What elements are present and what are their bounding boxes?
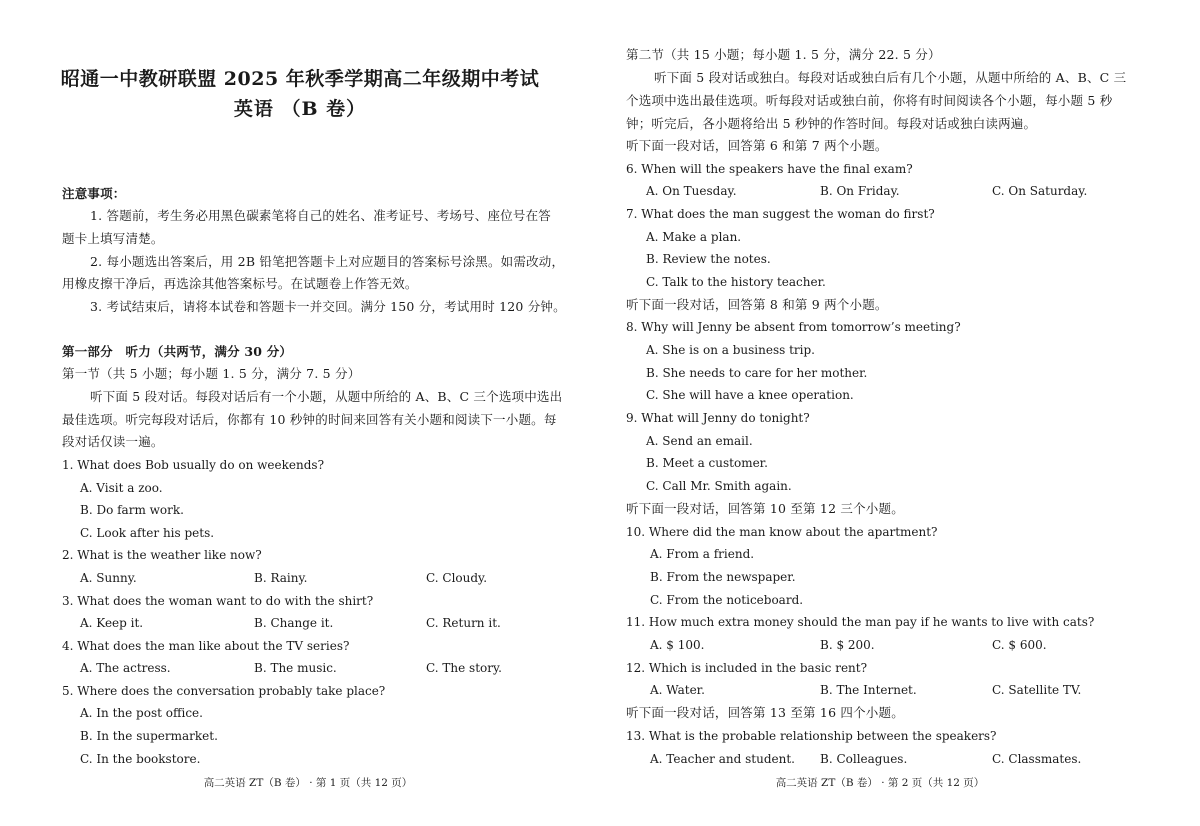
q4-option-b: B. The music. (254, 661, 337, 675)
notice-heading: 注意事项： (62, 186, 126, 201)
q12-option-a: A. Water. (650, 683, 705, 697)
question-1: 1. What does Bob usually do on weekends? (62, 458, 325, 472)
q5-option-c: C. In the bookstore. (80, 752, 201, 766)
q1-option-c: C. Look after his pets. (80, 526, 215, 540)
notice-line: 用橡皮擦干净后，再选涂其他答案标号。在试题卷上作答无效。 (62, 276, 418, 291)
instructions-line: 最佳选项。听完每段对话后，你都有 10 秒钟的时间来回答有关小题和阅读下一小题。每 (62, 412, 557, 427)
q2-option-b: B. Rainy. (254, 571, 308, 585)
notice-line: 题卡上填写清楚。 (62, 231, 164, 246)
notice-line: 1. 答题前，考生务必用黑色碳素笔将自己的姓名、准考证号、考场号、座位号在答 (90, 208, 552, 223)
instructions-line: 听下面 5 段对话。每段对话后有一个小题，从题中所给的 A、B、C 三个选项中选出 (90, 389, 563, 404)
q6-option-b: B. On Friday. (820, 184, 900, 198)
q13-option-b: B. Colleagues. (820, 752, 908, 766)
q8-option-a: A. She is on a business trip. (646, 343, 815, 357)
page-footer: 高二英语 ZT（B 卷） · 第 2 页（共 12 页） (775, 777, 985, 789)
dialogue-intro: 听下面一段对话，回答第 8 和第 9 两个小题。 (626, 297, 888, 312)
q6-option-c: C. On Saturday. (992, 184, 1088, 198)
q12-option-c: C. Satellite TV. (992, 683, 1082, 697)
q3-option-b: B. Change it. (254, 616, 334, 630)
q11-option-a: A. $ 100. (650, 638, 705, 652)
dialogue-intro: 听下面一段对话，回答第 10 至第 12 三个小题。 (626, 501, 904, 516)
question-7: 7. What does the man suggest the woman do first? (626, 207, 935, 221)
question-6: 6. When will the speakers have the final exam? (626, 162, 913, 176)
section-heading: 第二节（共 15 小题；每小题 1. 5 分，满分 22. 5 分） (626, 47, 941, 62)
q11-option-c: C. $ 600. (992, 638, 1047, 652)
exam-subtitle: 英语 （B 卷） (233, 98, 367, 120)
instructions-line: 段对话仅读一遍。 (62, 434, 164, 449)
question-4: 4. What does the man like about the TV series? (62, 639, 350, 653)
question-10: 10. Where did the man know about the apartment? (626, 525, 938, 539)
question-5: 5. Where does the conversation probably take place? (62, 684, 386, 698)
instructions-line: 听下面 5 段对话或独白。每段对话或独白后有几个小题，从题中所给的 A、B、C 三 (654, 70, 1127, 85)
q5-option-b: B. In the supermarket. (80, 729, 218, 743)
q3-option-a: A. Keep it. (80, 616, 144, 630)
instructions-line: 钟；听完后，各小题将给出 5 秒钟的作答时间。每段对话或独白读两遍。 (626, 116, 1037, 131)
q1-option-a: A. Visit a zoo. (80, 481, 163, 495)
question-9: 9. What will Jenny do tonight? (626, 411, 810, 425)
notice-line: 3. 考试结束后，请将本试卷和答题卡一并交回。满分 150 分，考试用时 120 分钟。 (90, 299, 566, 314)
q2-option-c: C. Cloudy. (426, 571, 488, 585)
instructions-line: 个选项中选出最佳选项。听每段对话或独白前，你将有时间阅读各个小题，每小题 5 秒 (626, 93, 1113, 108)
q1-option-b: B. Do farm work. (80, 503, 184, 517)
question-3: 3. What does the woman want to do with the shirt? (62, 594, 374, 608)
q9-option-c: C. Call Mr. Smith again. (646, 479, 792, 493)
q10-option-b: B. From the newspaper. (650, 570, 796, 584)
notice-line: 2. 每小题选出答案后，用 2B 铅笔把答题卡上对应题目的答案标号涂黑。如需改动， (90, 254, 565, 269)
part-heading: 第一部分 听力（共两节，满分 30 分） (62, 344, 293, 359)
page-2 (600, 0, 1200, 826)
q7-option-a: A. Make a plan. (646, 230, 742, 244)
q13-option-c: C. Classmates. (992, 752, 1082, 766)
q7-option-b: B. Review the notes. (646, 252, 771, 266)
question-12: 12. Which is included in the basic rent? (626, 661, 868, 675)
q9-option-a: A. Send an email. (646, 434, 753, 448)
q4-option-a: A. The actress. (80, 661, 171, 675)
exam-title: 昭通一中教研联盟 2025 年秋季学期高二年级期中考试 (60, 68, 540, 90)
q4-option-c: C. The story. (426, 661, 502, 675)
q11-option-b: B. $ 200. (820, 638, 875, 652)
q2-option-a: A. Sunny. (80, 571, 137, 585)
q5-option-a: A. In the post office. (80, 706, 203, 720)
q8-option-c: C. She will have a knee operation. (646, 388, 854, 402)
q3-option-c: C. Return it. (426, 616, 501, 630)
question-2: 2. What is the weather like now? (62, 548, 262, 562)
q12-option-b: B. The Internet. (820, 683, 917, 697)
question-8: 8. Why will Jenny be absent from tomorrow’s meeting? (626, 320, 961, 334)
q8-option-b: B. She needs to care for her mother. (646, 366, 868, 380)
page-footer: 高二英语 ZT（B 卷） · 第 1 页（共 12 页） (203, 777, 413, 789)
q9-option-b: B. Meet a customer. (646, 456, 768, 470)
dialogue-intro: 听下面一段对话，回答第 13 至第 16 四个小题。 (626, 705, 904, 720)
q7-option-c: C. Talk to the history teacher. (646, 275, 826, 289)
q10-option-a: A. From a friend. (650, 547, 755, 561)
q13-option-a: A. Teacher and student. (650, 752, 795, 766)
q10-option-c: C. From the noticeboard. (650, 593, 804, 607)
question-13: 13. What is the probable relationship between the speakers? (626, 729, 997, 743)
q6-option-a: A. On Tuesday. (646, 184, 737, 198)
question-11: 11. How much extra money should the man pay if he wants to live with cats? (626, 615, 1095, 629)
dialogue-intro: 听下面一段对话，回答第 6 和第 7 两个小题。 (626, 138, 888, 153)
section-heading: 第一节（共 5 小题；每小题 1. 5 分，满分 7. 5 分） (62, 366, 361, 381)
